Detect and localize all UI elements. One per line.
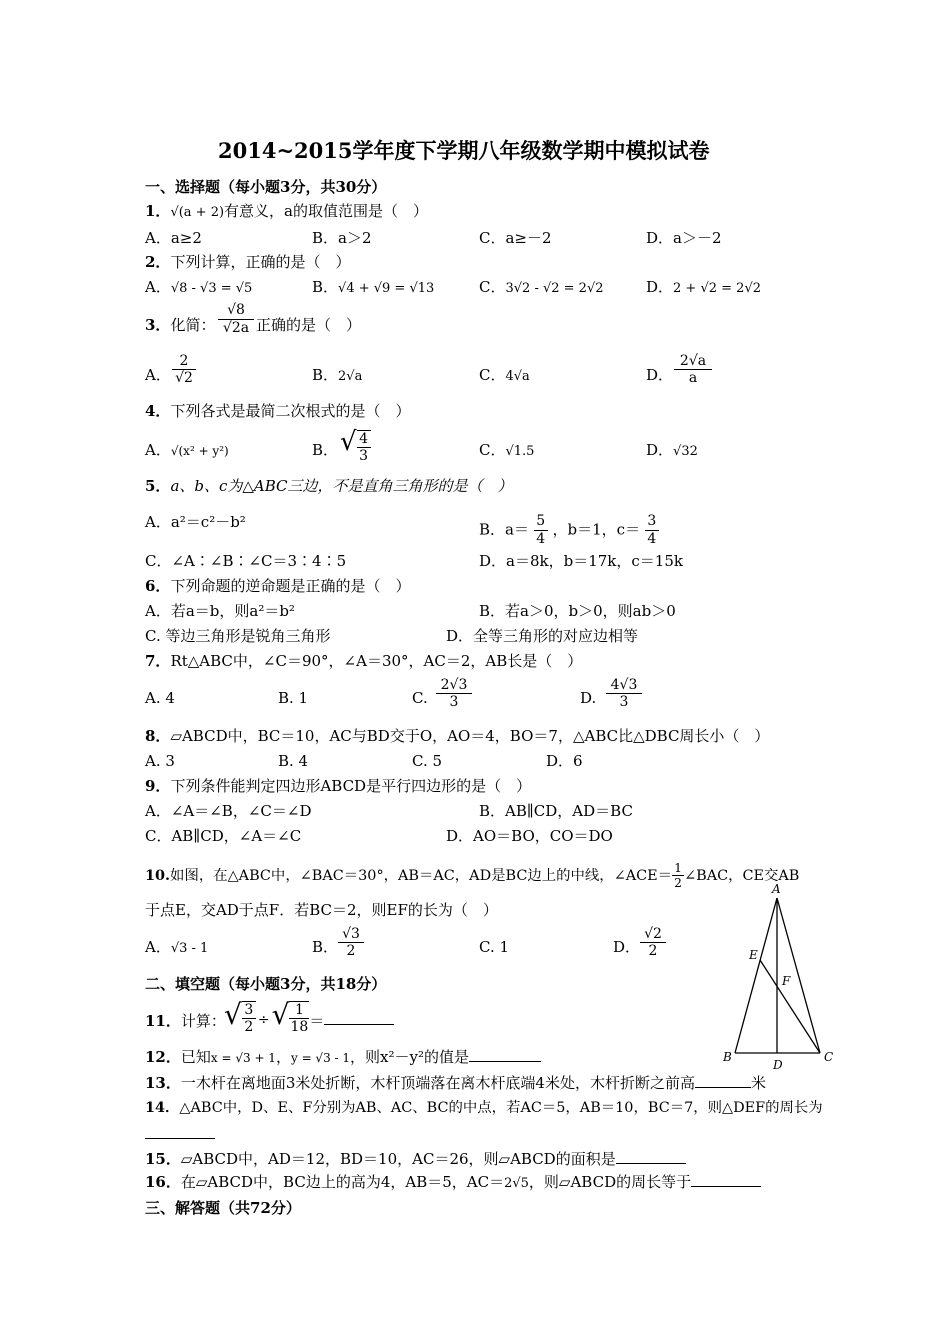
q13-answer-blank[interactable] [695,1073,751,1088]
q8-option-c: C. 5 [412,752,443,770]
section-choice: 一、选择题（每小题3分，共30分） [145,178,387,196]
q12-answer-blank[interactable] [469,1047,541,1062]
q7-option-d: D. [580,689,597,707]
q3-option-d: D． [646,366,674,384]
q3-a-fraction: 2 √2 [172,353,196,386]
label-a: A [772,882,781,896]
question-5: 5．a、b、c为△ABC三边，不是直角三角形的是（ ） [145,477,513,495]
q6-option-a: A．若a＝b，则a²＝b² [145,602,295,620]
q9-option-d: D．AO＝BO，CO＝DO [446,827,613,845]
question-11: 11．计算： [145,1012,226,1030]
q10-b-fraction: √3 2 [338,926,364,959]
q1-option-c: C．a≥－2 [479,229,552,247]
q1-option-d: D．a＞－2 [646,229,722,247]
question-10: 10.如图，在△ABC中，∠BAC＝30°，AB＝AC，AD是BC边上的中线，∠ACE＝ $\frac{1}{2}$ ∠BAC，CE交AB [145,861,800,891]
q4-option-d: D．√32 [646,441,698,459]
q5-option-d: D．a＝8k，b＝17k，c＝15k [479,552,683,570]
q3-option-a: A． [145,366,171,384]
q10-option-b: B． [312,938,339,956]
triangle-figure [715,880,845,1075]
question-12: 12．已知x = √3 + 1，y = √3 - 1，则x²－y²的值是 [145,1047,541,1066]
q2-option-a: A．√8 - √3 = √5 [145,278,253,296]
q11-answer-blank[interactable] [324,1010,394,1025]
q7-option-b: B. 1 [278,689,309,707]
q4-option-c: C．√1.5 [479,441,535,459]
label-f: F [782,974,791,988]
q3-d-fraction: 2√a a [674,353,712,386]
q10-d-fraction: √2 2 [640,926,666,959]
q10-option-a: A．√3 - 1 [145,938,209,956]
q9-option-b: B．AB∥CD，AD＝BC [479,802,633,820]
q1-option-a: A．a≥2 [145,229,202,247]
q3-option-b: B．2√a [312,366,363,384]
q3-stem: 正确的是（ ） [256,316,362,334]
q1-option-b: B．a＞2 [312,229,372,247]
question-8: 8．▱ABCD中，BC＝10，AC与BD交于O，AO＝4，BO＝7，△ABC比△DBC周长小（ ） [145,727,770,745]
q9-option-a: A．∠A＝∠B，∠C＝∠D [145,802,312,820]
q8-option-d: D．6 [546,752,583,770]
q11-expression: √ $\frac{3}{2}$ ÷√ $\frac{1}{18}$ ＝ [224,998,394,1035]
question-16: 16．在▱ABCD中，BC边上的高为4，AB＝5，AC＝2√5，则▱ABCD的周长等于 [145,1172,761,1192]
label-b: B [723,1050,732,1064]
q8-option-a: A. 3 [145,752,175,770]
question-2: 2．下列计算，正确的是（ ） [145,253,351,271]
question-6: 6．下列命题的逆命题是正确的是（ ） [145,577,411,595]
q16-answer-blank[interactable] [691,1172,761,1187]
question-13: 13．一木杆在离地面3米处折断，木杆顶端落在离木杆底端4米处，木杆折断之前高 米 [145,1074,766,1092]
question-4: 4．下列各式是最简二次根式的是（ ） [145,402,411,420]
q10-option-d: D． [613,938,641,956]
section-answer: 三、解答题（共72分） [145,1199,301,1217]
question-3: 3．化简： [145,316,216,334]
q3-fraction: √8 √2a [218,302,254,336]
q3-option-c: C．4√a [479,366,530,384]
question-1: 1．√(a + 2)有意义，a的取值范围是（ ） [145,202,428,220]
q9-option-c: C．AB∥CD，∠A＝∠C [145,827,302,845]
q2-option-c: C．3√2 - √2 = 2√2 [479,278,604,296]
q2-option-d: D．2 + √2 = 2√2 [646,278,761,296]
q7-c-fraction: 2√3 3 [436,677,472,710]
q7-option-a: A. 4 [145,689,175,707]
label-d: D [773,1058,783,1072]
q8-option-b: B. 4 [278,752,309,770]
question-15: 15．▱ABCD中，AD＝12，BD＝10，AC＝26，则▱ABCD的面积是 [145,1149,686,1168]
q4-option-b: B． [312,441,339,459]
q5-option-a: A．a²＝c²－b² [145,513,246,531]
q4-b-fraction: √ $\frac{4}{3}$ [340,427,371,464]
page-title: 2014~2015学年度下学期八年级数学期中模拟试卷 [218,138,710,163]
label-e: E [749,948,758,962]
question-9: 9．下列条件能判定四边形ABCD是平行四边形的是（ ） [145,777,532,795]
q4-option-a: A．√(x² + y²) [145,441,229,459]
q15-answer-blank[interactable] [616,1149,686,1164]
q7-option-c: C. [412,689,428,707]
question-7: 7．Rt△ABC中，∠C＝90°，∠A＝30°，AC＝2，AB长是（ ） [145,652,583,670]
q5-option-b: B．a＝ $\frac{5}{4}$ ，b＝1，c＝ $\frac{3}{4}$ [479,513,659,548]
q10-option-c: C. 1 [479,938,510,956]
q6-option-c: C. 等边三角形是锐角三角形 [145,627,331,645]
question-14: 14．△ABC中，D、E、F分别为AB、AC、BC的中点，若AC＝5，AB＝10，BC＝7，则△DEF的周长为 [145,1099,823,1116]
formula: √(a + 2) [170,205,225,220]
q6-option-d: D．全等三角形的对应边相等 [446,627,639,645]
q6-option-b: B．若a＞0，b＞0，则ab＞0 [479,602,676,620]
q14-answer-blank[interactable] [145,1124,215,1139]
question-10-cont: 于点E，交AD于点F．若BC＝2，则EF的长为（ ） [145,901,498,919]
label-c: C [824,1050,834,1064]
q5-option-c: C．∠A∶∠B∶∠C＝3∶4∶5 [145,552,347,570]
q7-d-fraction: 4√3 3 [606,677,642,710]
q2-option-b: B．√4 + √9 = √13 [312,278,435,296]
section-fill: 二、填空题（每小题3分，共18分） [145,975,387,993]
